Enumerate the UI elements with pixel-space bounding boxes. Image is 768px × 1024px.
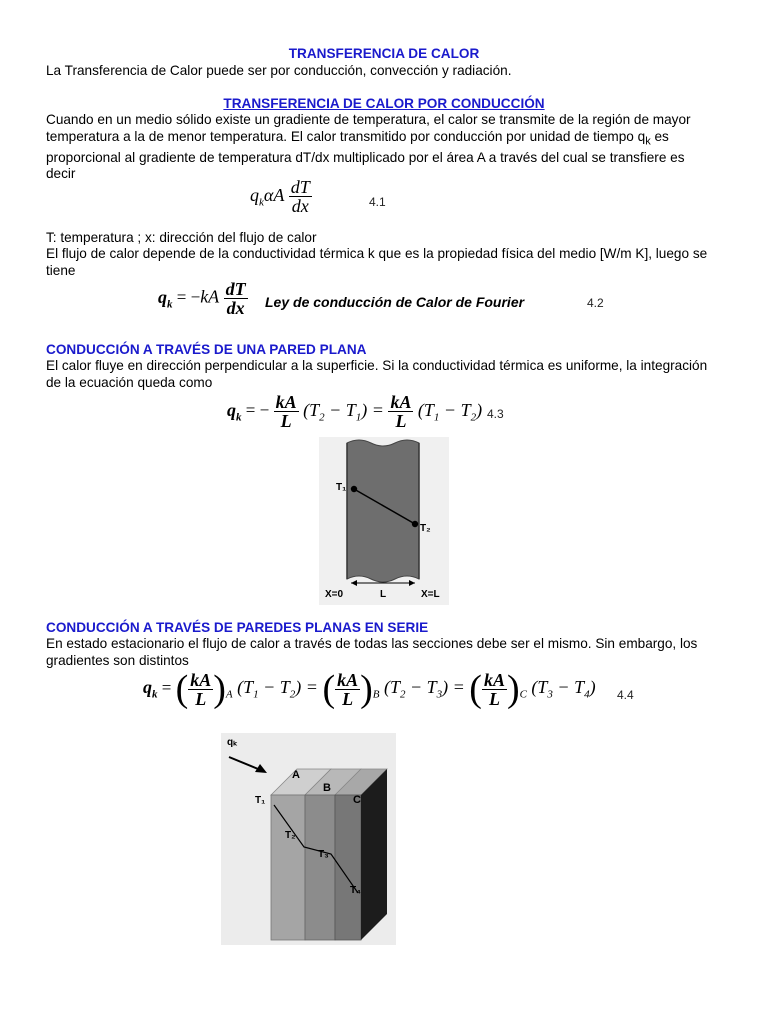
t1-label: T₁ [336, 482, 347, 493]
plane-wall-line-2: de la ecuación queda como [46, 374, 213, 390]
wall-b-label: B [323, 782, 331, 794]
section-heading-plane-wall: CONDUCCIÓN A TRAVÉS DE UNA PARED PLANA [46, 342, 367, 357]
section1-line-3: proporcional al gradiente de temperatura dT/dx multiplicado por el área A a través del cual se transfiere es [46, 149, 685, 165]
wall-c-label: C [353, 794, 361, 806]
series-walls-line-1: En estado estacionario el flujo de calor a través de todas las secciones debe ser el mismo. Sin embargo, los [46, 636, 698, 651]
fourier-intro-line-2: tiene [46, 262, 76, 278]
fourier-intro-line-1: El flujo de calor depende de la conductividad térmica k que es la propiedad física del medio [W/m K], luego se [46, 246, 708, 261]
plane-wall-paragraph [46, 358, 726, 391]
equation-number: 4.2 [587, 296, 604, 310]
xL-label: X=L [421, 589, 440, 600]
section-heading-conduction: TRANSFERENCIA DE CALOR POR CONDUCCIÓN [223, 96, 545, 111]
t2-label: T₂ [420, 523, 431, 534]
section1-line-1: Cuando en un medio sólido existe un gradiente de temperatura, el calor se transmite de la región de mayor [46, 112, 691, 127]
t2-label: T₂ [285, 830, 296, 841]
equation-4-2: $q_k = -kA$ $\frac{dT}{dx}$ [158, 279, 246, 318]
plane-wall-figure [319, 437, 449, 605]
wall-a-label: A [292, 769, 300, 781]
section-heading-series-walls: CONDUCCIÓN A TRAVÉS DE PAREDES PLANAS EN SERIE [46, 620, 429, 635]
equation-number: 4.1 [369, 195, 386, 209]
wall-c-front [335, 795, 361, 940]
section1-line-2: temperatura a la de menor temperatura. El calor transmitido por conducción por unidad de tiempo $q_k$ es [46, 128, 669, 148]
equation-4-1: $q_k\alpha A$ $\frac{dT}{dx}$ [250, 177, 310, 216]
intro-paragraph: La Transferencia de Calor puede ser por conducción, convección y radiación. [46, 63, 512, 78]
fourier-intro-paragraph [46, 246, 726, 279]
plane-wall-line-1: El calor fluye en dirección perpendicular a la superficie. Si la conductividad térmica es uniforme, la integración [46, 358, 708, 373]
series-walls-line-2: gradientes son distintos [46, 652, 189, 668]
t1-point [351, 486, 357, 492]
equation-number: 4.3 [487, 407, 504, 421]
wall-a-front [271, 795, 305, 940]
section1-line-4: decir [46, 166, 76, 182]
fourier-law-label: Ley de conducción de Calor de Fourier [265, 294, 525, 310]
length-label: L [380, 589, 387, 600]
x0-label: X=0 [325, 589, 344, 600]
t3-label: T₃ [318, 849, 329, 860]
wall-side-face [361, 769, 387, 940]
equation-number: 4.4 [617, 688, 634, 702]
series-walls-figure [221, 733, 396, 945]
equation-4-4: $q_k$ = ( $\frac{kA}{L}$ )$_A$ $(T_1 - T_2)$ = ( $\frac{kA}{L}$ )$_B$ $(T_2 - T_3)$ = ( $\frac{kA}{L}$ )$_C$ $(T_3 - T_4)$ [143, 668, 596, 710]
variables-definition: T: temperatura ; x: dirección del flujo de calor [46, 230, 317, 245]
series-walls-paragraph [46, 636, 726, 669]
section1-paragraph [46, 112, 726, 183]
wall-body [347, 440, 419, 582]
page-title: TRANSFERENCIA DE CALOR [288, 46, 480, 61]
t2-point [412, 521, 418, 527]
qk-label: qₖ [227, 737, 238, 748]
t4-label: T₄ [350, 885, 361, 896]
t1-label: T₁ [255, 795, 266, 806]
equation-4-3: $q_k$ = − $\frac{kA}{L}$ $(T_2 - T_1)$ = $\frac{kA}{L}$ $(T_1 - T_2)$ [227, 392, 483, 431]
wall-b-front [305, 795, 335, 940]
